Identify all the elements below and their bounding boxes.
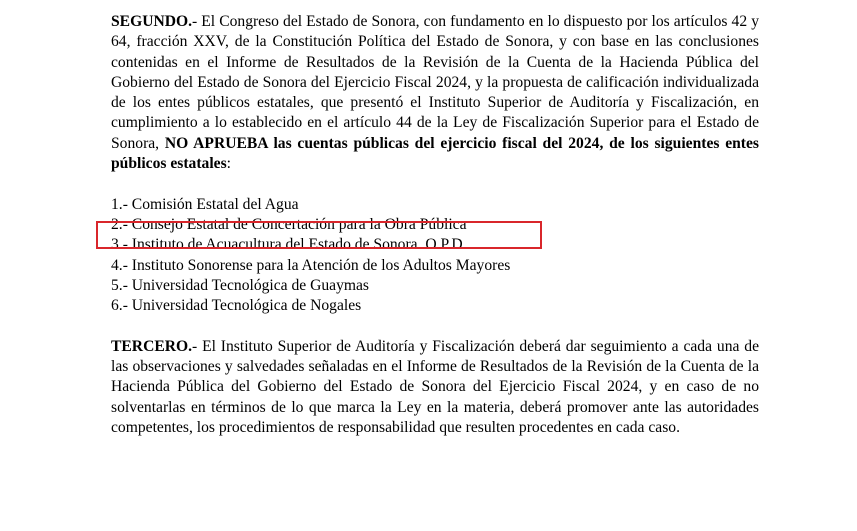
list-item: 5.- Universidad Tecnológica de Guaymas bbox=[111, 276, 370, 294]
list-item: 6.- Universidad Tecnológica de Nogales bbox=[111, 297, 362, 315]
spacer bbox=[111, 174, 759, 194]
list-item-highlighted: 2.- Consejo Estatal de Concertación para la Obra Pública bbox=[111, 215, 467, 233]
tercero-text: - El Instituto Superior de Auditoría y Fiscalización deberá dar seguimiento a cada una de las observaciones y salvedades señaladas en el Informe de Resultados de la Revisión de la Cuenta de la Hacienda Pública del Gobierno del Estado de Sonora del Ejercicio Fiscal 2024, y en caso de no solventarlas en términos de lo que marca la Ley en la materia, deberá promover ante las autoridades competentes, los procedimientos de responsabilidad que resulten procedentes en cada caso. bbox=[111, 337, 759, 436]
list-item: 1.- Comisión Estatal del Agua bbox=[111, 195, 299, 213]
tercero-paragraph bbox=[111, 337, 759, 438]
list-item: 3.- Instituto de Acuacultura del Estado de Sonora. O.P.D. bbox=[111, 236, 467, 254]
document-page bbox=[111, 12, 759, 438]
segundo-paragraph bbox=[111, 12, 759, 174]
list-item: 4.- Instituto Sonorense para la Atención de los Adultos Mayores bbox=[111, 256, 511, 274]
segundo-bold-tail: NO APRUEBA las cuentas públicas del ejercicio fiscal del 2024, de los siguientes entes públicos estatales bbox=[111, 134, 759, 173]
segundo-lead: SEGUNDO. bbox=[111, 13, 193, 30]
segundo-end: : bbox=[226, 155, 232, 173]
segundo-text: - El Congreso del Estado de Sonora, con fundamento en lo dispuesto por los artículos 42 y 64, fracción XXV, de la Constitución Política del Estado de Sonora, y con base en las conclusiones contenidas en el Informe de Resultados de la Revisión de la Cuenta de la Hacienda Pública del Gobierno del Estado de Sonora del Ejercicio Fiscal 2024, y la propuesta de calificación individualizada de los entes públicos estatales, que presentó el Instituto Superior de Auditoría y Fiscalización, en cumplimiento a lo establecido en el artículo 44 de la Ley de Fiscalización Superior para el Estado de Sonora, bbox=[111, 13, 759, 152]
spacer bbox=[111, 316, 759, 336]
tercero-lead: TERCERO. bbox=[111, 337, 193, 355]
entities-list bbox=[111, 195, 759, 317]
